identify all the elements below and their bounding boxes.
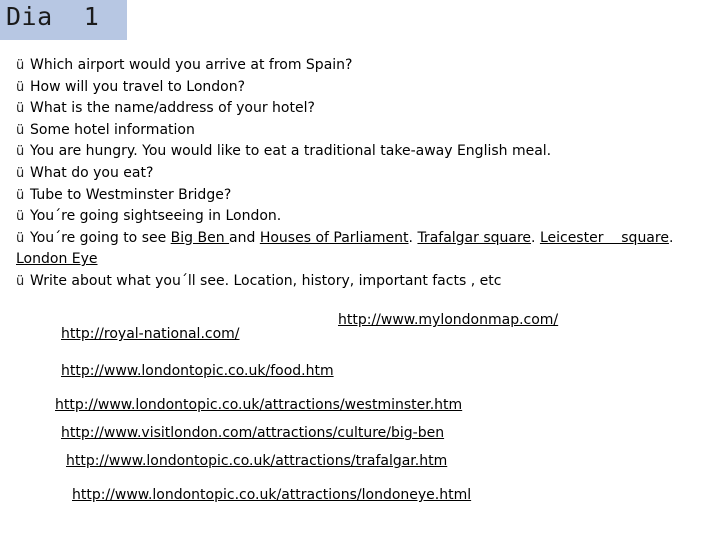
check-icon: ü: [16, 79, 25, 95]
london-eye-link[interactable]: http://www.londontopic.co.uk/attractions/londoneye.html: [72, 487, 472, 503]
task-text: Write about what you´ll see. Location, history, important facts , etc: [30, 272, 502, 289]
list-item: [16, 98, 716, 120]
task-text: Tube to Westminster Bridge?: [30, 186, 232, 203]
task-text: How will you travel to London?: [30, 78, 246, 95]
separator-text: .: [408, 229, 418, 246]
slide-title: Dia 1: [6, 2, 100, 31]
task-list: [16, 55, 716, 293]
list-item: [16, 228, 716, 271]
check-icon: ü: [16, 273, 25, 289]
task-text: Some hotel information: [30, 121, 195, 138]
list-item: [16, 163, 716, 185]
royal-national-link[interactable]: http://royal-national.com/: [61, 326, 240, 342]
check-icon: ü: [16, 144, 25, 160]
task-text: You are hungry. You would like to eat a traditional take-away English meal.: [30, 143, 552, 160]
separator-text: .: [668, 229, 674, 246]
mylondonmap-link[interactable]: http://www.mylondonmap.com/: [338, 312, 559, 328]
list-item: [16, 206, 716, 228]
separator-text: .: [531, 229, 540, 246]
list-item: [16, 271, 716, 293]
task-text: Which airport would you arrive at from Spain?: [30, 57, 353, 73]
westminster-link[interactable]: http://www.londontopic.co.uk/attractions/westminster.htm: [55, 397, 463, 413]
list-item: [16, 185, 716, 207]
check-icon: ü: [16, 58, 25, 73]
trafalgar-link[interactable]: http://www.londontopic.co.uk/attractions/trafalgar.htm: [66, 453, 448, 469]
task-text: What do you eat?: [30, 164, 154, 181]
big-ben-text: Big Ben: [170, 229, 230, 246]
list-item: [16, 141, 716, 163]
check-icon: ü: [16, 230, 25, 246]
check-icon: ü: [16, 165, 25, 181]
trafalgar-square-text: Trafalgar square: [417, 229, 532, 246]
title-box: [0, 0, 127, 40]
houses-of-parliament-text: Houses of Parliament: [259, 229, 409, 246]
check-icon: ü: [16, 101, 25, 117]
big-ben-link[interactable]: http://www.visitlondon.com/attractions/culture/big-ben: [61, 425, 445, 441]
task-text: What is the name/address of your hotel?: [30, 100, 315, 117]
check-icon: ü: [16, 187, 25, 203]
london-eye-text: London Eye: [16, 251, 98, 268]
connector-text: and: [229, 229, 260, 246]
list-item: [16, 77, 716, 99]
task-text: You´re going to see: [30, 229, 171, 246]
task-text: You´re going sightseeing in London.: [30, 208, 282, 225]
check-icon: ü: [16, 122, 25, 138]
list-item: [16, 120, 716, 142]
list-item: [16, 55, 716, 77]
leicester-square-text: Leicester square: [539, 229, 669, 246]
check-icon: ü: [16, 209, 25, 225]
food-link[interactable]: http://www.londontopic.co.uk/food.htm: [61, 363, 334, 379]
